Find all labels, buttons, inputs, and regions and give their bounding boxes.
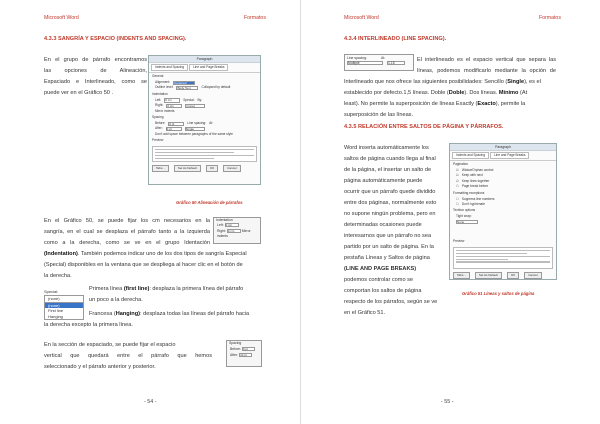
text-line: Espaciado e Interlineado, como se xyxy=(44,79,147,85)
ls-at-label: At: xyxy=(380,56,386,60)
text-span: ), permite la xyxy=(495,101,526,107)
dont-add-space-option: Don't add space between paragraphs of the same style xyxy=(155,131,233,136)
text-line: entre dos páginas, normalmente esto xyxy=(344,200,437,206)
tabs-button: Tabs... xyxy=(152,165,169,172)
text-span: (At xyxy=(518,90,528,96)
text-line: como a la derecha, como se ve en el grupo Identación xyxy=(44,240,210,246)
bold-term: Doble xyxy=(448,90,465,96)
paragraph-line-spacing xyxy=(417,55,556,77)
text-line xyxy=(344,77,557,88)
page-number: - 54 - xyxy=(144,399,157,405)
text-line xyxy=(89,309,265,320)
paragraph-page-breaks xyxy=(344,143,445,319)
special-dropdown-label: Special: xyxy=(44,289,59,294)
text-line: determinadas ocasiones puede xyxy=(344,222,422,228)
bold-term: Single xyxy=(507,79,525,85)
suppress-label: Suppress line numbers xyxy=(461,196,495,201)
ok-button: OK xyxy=(507,272,519,279)
text-line: El interlineado es el espacio vertical que separa las xyxy=(417,57,556,63)
indent-mirror-label: Mirror indents xyxy=(217,228,251,239)
special-option: First line xyxy=(48,308,64,314)
tight-wrap-select: None xyxy=(456,220,478,224)
at-label: At: xyxy=(209,121,213,126)
text-line: vertical que quedará entre el párrafo que hemos xyxy=(44,353,212,359)
text-line: En la sección de espaciado, se puede fijar el espacio xyxy=(44,342,176,348)
ok-button: OK xyxy=(206,165,218,172)
pagination-section: Pagination xyxy=(453,162,469,166)
collapsed-option: Collapsed by default xyxy=(201,85,231,90)
keep-next-option: ☑ Keep with next xyxy=(456,173,483,178)
keep-lines-option: ☑ Keep lines together xyxy=(456,178,490,183)
text-span: : desplaza la primera línea del párrafo xyxy=(149,286,244,292)
keep-lines-label: Keep lines together xyxy=(461,178,490,183)
alignment-select: Centered xyxy=(173,81,195,85)
special-dropdown-screenshot xyxy=(44,289,84,321)
formatting-section: Formatting exceptions xyxy=(453,190,485,195)
preview-section: Preview xyxy=(453,239,465,244)
text-line: En el grupo de párrafo encontramos xyxy=(44,57,147,63)
dialog-title: Paragraph xyxy=(450,144,556,151)
right-header-section: Formatos xyxy=(539,15,561,21)
text-line: partido por un salto de página. En la xyxy=(344,244,434,250)
textbox-section: Textbox options xyxy=(453,208,476,213)
indent-left-label: Left: xyxy=(217,223,224,228)
bold-term: (Indentation) xyxy=(44,251,78,257)
tab-indents-spacing: Indents and Spacing xyxy=(452,152,489,159)
text-line: puede ver en el Gráfico 50 . xyxy=(44,90,114,96)
page-before-label: Page break before xyxy=(461,184,489,189)
text-line: la derecha. xyxy=(44,273,72,279)
heading-page-breaks: 4.3.5 RELACIÓN ENTRE SALTOS DE PÁGINA Y PÁRRAFOS. xyxy=(344,124,504,130)
left-field: 0 cm xyxy=(164,98,180,102)
indentation-title: Indentation xyxy=(216,218,233,222)
spacing-after-label: After: xyxy=(230,353,239,357)
page-before-option: ☐ Page break before xyxy=(456,184,489,189)
indent-right-row xyxy=(214,229,260,240)
left-header-title: Microsoft Word xyxy=(44,15,79,21)
tabs-button: Tabs... xyxy=(453,272,470,279)
paragraph-indentation-cont xyxy=(44,249,264,282)
set-default-button: Set As Default xyxy=(174,165,201,172)
text-span: Francesa ( xyxy=(89,311,116,317)
page-number: - 55 - xyxy=(441,399,454,405)
before-label: Before: xyxy=(155,121,166,126)
ls-select: Multiple xyxy=(347,61,383,65)
spacing-after-row xyxy=(227,352,261,358)
spacing-section: Spacing xyxy=(152,115,164,120)
cancel-button: Cancel xyxy=(223,165,240,172)
after-label: After: xyxy=(155,126,163,131)
indent-left-field: 0 cm xyxy=(225,223,239,227)
paragraph-hanging xyxy=(89,309,265,320)
text-line: superposición de las líneas. xyxy=(344,112,414,118)
no-hyph-option: ☐ Don't hyphenate xyxy=(456,202,485,207)
paragraph-first-line xyxy=(89,284,265,306)
paragraph-hanging-cont: la derecha excepto la primera línea. xyxy=(44,322,133,328)
text-line: ocurrir que un párrafo quede dividido xyxy=(344,189,436,195)
figure-50-caption: Gráfico 50 Alineación de párrafos xyxy=(176,200,243,205)
line-spacing-fields xyxy=(345,61,413,65)
text-span: establecido por defecto.1,5 líneas. Doble ( xyxy=(344,90,449,96)
text-line: un poco a la derecha. xyxy=(89,297,143,303)
text-line: página automáticamente puede xyxy=(344,178,423,184)
keep-next-label: Keep with next xyxy=(461,173,483,178)
figure-51-caption: Gráfico 51 Líneas y saltos de página xyxy=(462,291,535,296)
text-span: ). Dos líneas. xyxy=(464,90,499,96)
text-line xyxy=(344,99,557,110)
text-line: interesarnos que un párrafo no sea xyxy=(344,233,432,239)
indentation-group-screenshot xyxy=(213,217,261,244)
indent-right-field: 0 cm xyxy=(227,229,241,233)
suppress-option: ☐ Suppress line numbers xyxy=(456,196,495,201)
text-line: las opciones de Alineación, xyxy=(44,68,147,74)
text-line: en el Gráfico 51. xyxy=(344,310,386,316)
special-label: Special: xyxy=(183,97,195,102)
preview-section: Preview xyxy=(152,138,164,143)
paragraph-intro xyxy=(44,55,147,99)
heading-indents-spacing: 4.3.3 SANGRÍA Y ESPACIO (INDENTS AND SPACING). xyxy=(44,36,187,42)
bold-term: Hanging) xyxy=(115,311,140,317)
text-line: sangría, en el cual se desplaza el párrafo tanto a la izquierda xyxy=(44,229,210,235)
left-header-section: Formatos xyxy=(244,15,266,21)
text-span: : desplaza todas las líneas del párrafo hacia xyxy=(139,311,250,317)
left-label: Left: xyxy=(155,97,162,102)
bold-term: Exacto xyxy=(477,101,496,107)
cancel-button: Cancel xyxy=(524,272,541,279)
spacing-group-screenshot xyxy=(226,340,262,367)
text-line: (Special) disponibles en la ventana que se despliega al hacer clic en el botón de xyxy=(44,262,243,268)
after-field: 0 pt xyxy=(166,127,182,131)
paragraph-line-spacing-cont xyxy=(344,77,557,121)
alignment-label: Alignment: xyxy=(155,80,171,84)
indentation-section: Indentation xyxy=(152,91,168,96)
right-label: Right: xyxy=(155,103,164,108)
heading-line-spacing: 4.3.4 INTERLINEADO (LINE SPACING). xyxy=(344,36,447,42)
special-select: (none) xyxy=(185,104,205,108)
tab-indents-spacing: Indents and Spacing xyxy=(151,64,188,71)
special-dropdown-value: (none) xyxy=(44,295,84,303)
paragraph-spacing xyxy=(44,340,212,373)
special-dropdown-list xyxy=(44,303,84,321)
text-span: ), es el xyxy=(524,79,541,85)
set-default-button: Set As Default xyxy=(475,272,502,279)
text-line xyxy=(44,249,264,260)
bold-term: Mínimo xyxy=(498,90,519,96)
indent-right-label: Right: xyxy=(217,228,226,233)
text-line: seleccionado y el párrafo anterior y posterior. xyxy=(44,364,156,370)
text-line: de la página, el insertar un salto de xyxy=(344,167,432,173)
text-line: no supone ningún problema, pero en xyxy=(344,211,436,217)
line-page-breaks-dialog-screenshot xyxy=(449,143,557,280)
text-line: podemos controlar como se xyxy=(344,277,414,283)
outline-select: Body Text xyxy=(176,86,198,90)
bold-term: (LINE AND PAGE BREAKS) xyxy=(344,266,417,272)
text-line xyxy=(344,88,557,99)
spacing-title: Spacing xyxy=(229,341,242,345)
no-hyph-label: Don't hyphenate xyxy=(461,202,485,207)
widow-option: ☑ Widow/Orphan control xyxy=(456,168,494,172)
dialog-title: Paragraph xyxy=(149,56,260,63)
line-spacing-screenshot xyxy=(344,54,414,71)
special-option: Hanging xyxy=(48,313,63,319)
spacing-before-field: 0 pt xyxy=(242,347,255,351)
general-section: General xyxy=(152,74,164,78)
text-line: pestaña Líneas y Saltos de página xyxy=(344,255,430,261)
paragraph-indentation xyxy=(44,216,210,249)
tight-wrap-label: Tight wrap: xyxy=(456,214,472,219)
bold-term: (first line) xyxy=(123,286,150,292)
text-line xyxy=(89,284,265,295)
text-line: respecto de los párrafos, según se ve xyxy=(344,299,438,305)
widow-label: Widow/Orphan control xyxy=(461,168,494,172)
text-line: líneas, podemos modificarlo mediante la opción de xyxy=(417,68,556,74)
special-option: (none) xyxy=(45,303,83,309)
text-span: . También podemos indicar uno de los dos tipos de sangría Especial xyxy=(77,251,247,257)
text-line: Word inserta automáticamente los xyxy=(344,145,429,151)
tab-line-page-breaks: Line and Page Breaks xyxy=(490,152,529,159)
preview-box xyxy=(453,247,553,269)
text-line: comportan los saltos de página xyxy=(344,288,422,294)
line-spacing-select: Single xyxy=(185,127,205,131)
right-page xyxy=(300,0,600,424)
preview-box xyxy=(152,146,257,162)
text-span: least). No permite la superposición de líneas Exactly ( xyxy=(344,101,478,107)
text-line: saltos de página cuando llega al final xyxy=(344,156,436,162)
paragraph-dialog-screenshot xyxy=(148,55,261,185)
outline-label: Outline level: xyxy=(155,85,174,90)
spacing-before-label: Before: xyxy=(230,347,241,351)
by-label: By: xyxy=(197,97,203,102)
ls-value: 1,15 xyxy=(387,61,405,65)
ls-label: Line spacing: xyxy=(347,56,367,60)
text-span: Interlineado que nos ofrece las siguientes posibilidades: Sencillo ( xyxy=(344,79,508,85)
before-field: 0 pt xyxy=(168,122,184,126)
tab-line-page-breaks: Line and Page Breaks xyxy=(189,64,228,71)
right-field: 0 cm xyxy=(166,104,182,108)
spacing-after-field: 10 pt xyxy=(239,353,252,357)
text-span: Primera línea xyxy=(89,286,124,292)
mirror-indents-option: Mirror indents xyxy=(155,108,175,113)
line-spacing-label: Line spacing: xyxy=(187,121,207,126)
text-line: En el Gráfico 50, se puede fijar los cm necesarios en la xyxy=(44,218,210,224)
right-header-title: Microsoft Word xyxy=(344,15,379,21)
